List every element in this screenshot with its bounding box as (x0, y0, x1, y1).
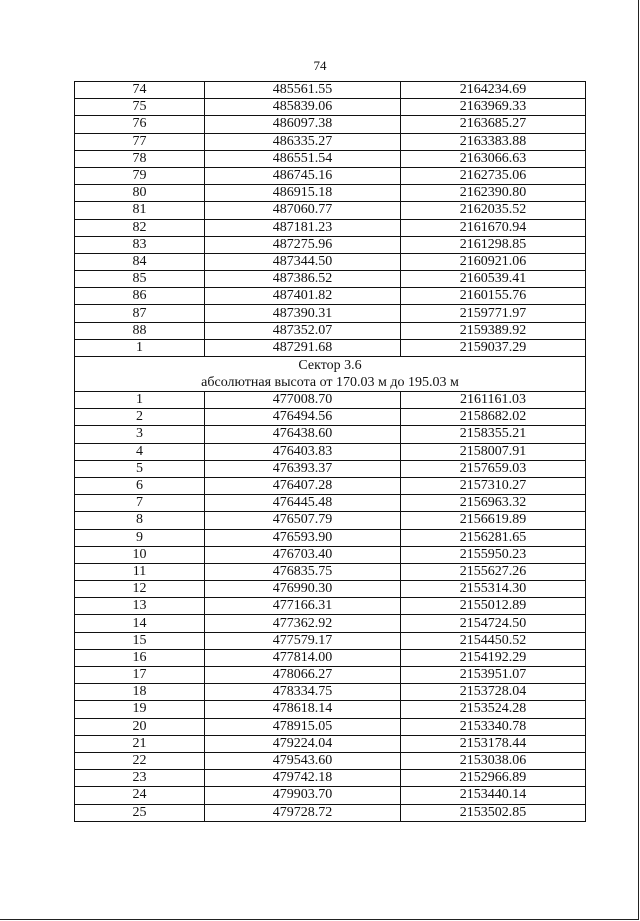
y-coordinate-cell: 2159389.92 (401, 322, 586, 339)
x-coordinate-cell: 487390.31 (205, 305, 401, 322)
x-coordinate-cell: 487386.52 (205, 271, 401, 288)
sector-header-row (75, 357, 586, 392)
point-number-cell: 86 (75, 288, 205, 305)
x-coordinate-cell: 476990.30 (205, 581, 401, 598)
x-coordinate-cell: 486745.16 (205, 167, 401, 184)
point-number-cell: 7 (75, 495, 205, 512)
y-coordinate-cell: 2158682.02 (401, 409, 586, 426)
y-coordinate-cell: 2153340.78 (401, 718, 586, 735)
y-coordinate-cell: 2153502.85 (401, 804, 586, 821)
y-coordinate-cell: 2157310.27 (401, 477, 586, 494)
table-row (75, 770, 586, 787)
point-number-cell: 12 (75, 581, 205, 598)
table-row (75, 495, 586, 512)
x-coordinate-cell: 479728.72 (205, 804, 401, 821)
sector-title: Сектор 3.6 (298, 358, 362, 373)
point-number-cell: 14 (75, 615, 205, 632)
x-coordinate-cell: 486551.54 (205, 150, 401, 167)
x-coordinate-cell: 477362.92 (205, 615, 401, 632)
point-number-cell: 75 (75, 99, 205, 116)
point-number-cell: 84 (75, 253, 205, 270)
point-number-cell: 5 (75, 460, 205, 477)
y-coordinate-cell: 2154192.29 (401, 649, 586, 666)
point-number-cell: 20 (75, 718, 205, 735)
x-coordinate-cell: 486097.38 (205, 116, 401, 133)
y-coordinate-cell: 2162390.80 (401, 185, 586, 202)
point-number-cell: 74 (75, 82, 205, 99)
y-coordinate-cell: 2156963.32 (401, 495, 586, 512)
y-coordinate-cell: 2154450.52 (401, 632, 586, 649)
x-coordinate-cell: 476393.37 (205, 460, 401, 477)
y-coordinate-cell: 2156619.89 (401, 512, 586, 529)
point-number-cell: 13 (75, 598, 205, 615)
table-row (75, 426, 586, 443)
x-coordinate-cell: 476593.90 (205, 529, 401, 546)
x-coordinate-cell: 476507.79 (205, 512, 401, 529)
table-row (75, 167, 586, 184)
y-coordinate-cell: 2162035.52 (401, 202, 586, 219)
coordinates-table (74, 81, 586, 822)
x-coordinate-cell: 479903.70 (205, 787, 401, 804)
x-coordinate-cell: 476403.83 (205, 443, 401, 460)
x-coordinate-cell: 487060.77 (205, 202, 401, 219)
table-row (75, 253, 586, 270)
point-number-cell: 85 (75, 271, 205, 288)
y-coordinate-cell: 2153178.44 (401, 735, 586, 752)
x-coordinate-cell: 485561.55 (205, 82, 401, 99)
point-number-cell: 17 (75, 667, 205, 684)
y-coordinate-cell: 2156281.65 (401, 529, 586, 546)
table-row (75, 477, 586, 494)
table-row (75, 236, 586, 253)
x-coordinate-cell: 487352.07 (205, 322, 401, 339)
y-coordinate-cell: 2163066.63 (401, 150, 586, 167)
point-number-cell: 83 (75, 236, 205, 253)
y-coordinate-cell: 2154724.50 (401, 615, 586, 632)
table-row (75, 392, 586, 409)
y-coordinate-cell: 2153728.04 (401, 684, 586, 701)
y-coordinate-cell: 2152966.89 (401, 770, 586, 787)
table-row (75, 288, 586, 305)
y-coordinate-cell: 2163685.27 (401, 116, 586, 133)
x-coordinate-cell: 476407.28 (205, 477, 401, 494)
y-coordinate-cell: 2160921.06 (401, 253, 586, 270)
point-number-cell: 88 (75, 322, 205, 339)
table-row (75, 752, 586, 769)
table-row (75, 82, 586, 99)
point-number-cell: 16 (75, 649, 205, 666)
table-row (75, 133, 586, 150)
point-number-cell: 15 (75, 632, 205, 649)
table-row (75, 339, 586, 356)
table-row (75, 271, 586, 288)
y-coordinate-cell: 2155012.89 (401, 598, 586, 615)
sector-header-cell (75, 357, 586, 392)
table-row (75, 667, 586, 684)
point-number-cell: 77 (75, 133, 205, 150)
table-section-sector-3-6 (75, 392, 586, 822)
table-row (75, 701, 586, 718)
point-number-cell: 1 (75, 339, 205, 356)
y-coordinate-cell: 2155627.26 (401, 563, 586, 580)
x-coordinate-cell: 486915.18 (205, 185, 401, 202)
point-number-cell: 21 (75, 735, 205, 752)
x-coordinate-cell: 477166.31 (205, 598, 401, 615)
table-row (75, 684, 586, 701)
table-row (75, 305, 586, 322)
y-coordinate-cell: 2155314.30 (401, 581, 586, 598)
y-coordinate-cell: 2161298.85 (401, 236, 586, 253)
table-row (75, 99, 586, 116)
point-number-cell: 9 (75, 529, 205, 546)
y-coordinate-cell: 2153951.07 (401, 667, 586, 684)
point-number-cell: 80 (75, 185, 205, 202)
y-coordinate-cell: 2160539.41 (401, 271, 586, 288)
y-coordinate-cell: 2162735.06 (401, 167, 586, 184)
sector-header-section (75, 357, 586, 392)
point-number-cell: 24 (75, 787, 205, 804)
y-coordinate-cell: 2157659.03 (401, 460, 586, 477)
x-coordinate-cell: 479224.04 (205, 735, 401, 752)
y-coordinate-cell: 2163969.33 (401, 99, 586, 116)
point-number-cell: 78 (75, 150, 205, 167)
point-number-cell: 82 (75, 219, 205, 236)
x-coordinate-cell: 487275.96 (205, 236, 401, 253)
x-coordinate-cell: 478618.14 (205, 701, 401, 718)
y-coordinate-cell: 2163383.88 (401, 133, 586, 150)
x-coordinate-cell: 476494.56 (205, 409, 401, 426)
table-row (75, 581, 586, 598)
point-number-cell: 4 (75, 443, 205, 460)
point-number-cell: 10 (75, 546, 205, 563)
y-coordinate-cell: 2161161.03 (401, 392, 586, 409)
table-row (75, 718, 586, 735)
table-row (75, 787, 586, 804)
table-row (75, 649, 586, 666)
y-coordinate-cell: 2164234.69 (401, 82, 586, 99)
x-coordinate-cell: 477579.17 (205, 632, 401, 649)
point-number-cell: 6 (75, 477, 205, 494)
point-number-cell: 18 (75, 684, 205, 701)
page-number: 74 (313, 58, 327, 73)
table-row (75, 460, 586, 477)
table-row (75, 219, 586, 236)
x-coordinate-cell: 487291.68 (205, 339, 401, 356)
point-number-cell: 11 (75, 563, 205, 580)
table-row (75, 443, 586, 460)
table-row (75, 735, 586, 752)
table-row (75, 598, 586, 615)
y-coordinate-cell: 2153524.28 (401, 701, 586, 718)
table-row (75, 804, 586, 821)
point-number-cell: 8 (75, 512, 205, 529)
table-row (75, 202, 586, 219)
y-coordinate-cell: 2161670.94 (401, 219, 586, 236)
x-coordinate-cell: 476703.40 (205, 546, 401, 563)
x-coordinate-cell: 477008.70 (205, 392, 401, 409)
table-row (75, 150, 586, 167)
x-coordinate-cell: 479543.60 (205, 752, 401, 769)
x-coordinate-cell: 485839.06 (205, 99, 401, 116)
x-coordinate-cell: 487344.50 (205, 253, 401, 270)
y-coordinate-cell: 2155950.23 (401, 546, 586, 563)
x-coordinate-cell: 476835.75 (205, 563, 401, 580)
table-row (75, 546, 586, 563)
table-row (75, 322, 586, 339)
x-coordinate-cell: 486335.27 (205, 133, 401, 150)
y-coordinate-cell: 2153038.06 (401, 752, 586, 769)
y-coordinate-cell: 2153440.14 (401, 787, 586, 804)
y-coordinate-cell: 2159037.29 (401, 339, 586, 356)
table-row (75, 409, 586, 426)
table-row (75, 529, 586, 546)
x-coordinate-cell: 476445.48 (205, 495, 401, 512)
table-row (75, 116, 586, 133)
x-coordinate-cell: 478915.05 (205, 718, 401, 735)
sector-altitude-range: абсолютная высота от 170.03 м до 195.03 м (201, 375, 459, 390)
point-number-cell: 1 (75, 392, 205, 409)
point-number-cell: 22 (75, 752, 205, 769)
table-row (75, 185, 586, 202)
x-coordinate-cell: 478066.27 (205, 667, 401, 684)
point-number-cell: 76 (75, 116, 205, 133)
table-row (75, 615, 586, 632)
y-coordinate-cell: 2158355.21 (401, 426, 586, 443)
x-coordinate-cell: 487181.23 (205, 219, 401, 236)
y-coordinate-cell: 2159771.97 (401, 305, 586, 322)
y-coordinate-cell: 2160155.76 (401, 288, 586, 305)
point-number-cell: 23 (75, 770, 205, 787)
x-coordinate-cell: 476438.60 (205, 426, 401, 443)
x-coordinate-cell: 478334.75 (205, 684, 401, 701)
table-section-previous-sector (75, 82, 586, 357)
point-number-cell: 81 (75, 202, 205, 219)
table-row (75, 512, 586, 529)
point-number-cell: 3 (75, 426, 205, 443)
point-number-cell: 79 (75, 167, 205, 184)
point-number-cell: 19 (75, 701, 205, 718)
y-coordinate-cell: 2158007.91 (401, 443, 586, 460)
x-coordinate-cell: 487401.82 (205, 288, 401, 305)
x-coordinate-cell: 477814.00 (205, 649, 401, 666)
table-row (75, 563, 586, 580)
x-coordinate-cell: 479742.18 (205, 770, 401, 787)
table-row (75, 632, 586, 649)
point-number-cell: 2 (75, 409, 205, 426)
point-number-cell: 87 (75, 305, 205, 322)
point-number-cell: 25 (75, 804, 205, 821)
